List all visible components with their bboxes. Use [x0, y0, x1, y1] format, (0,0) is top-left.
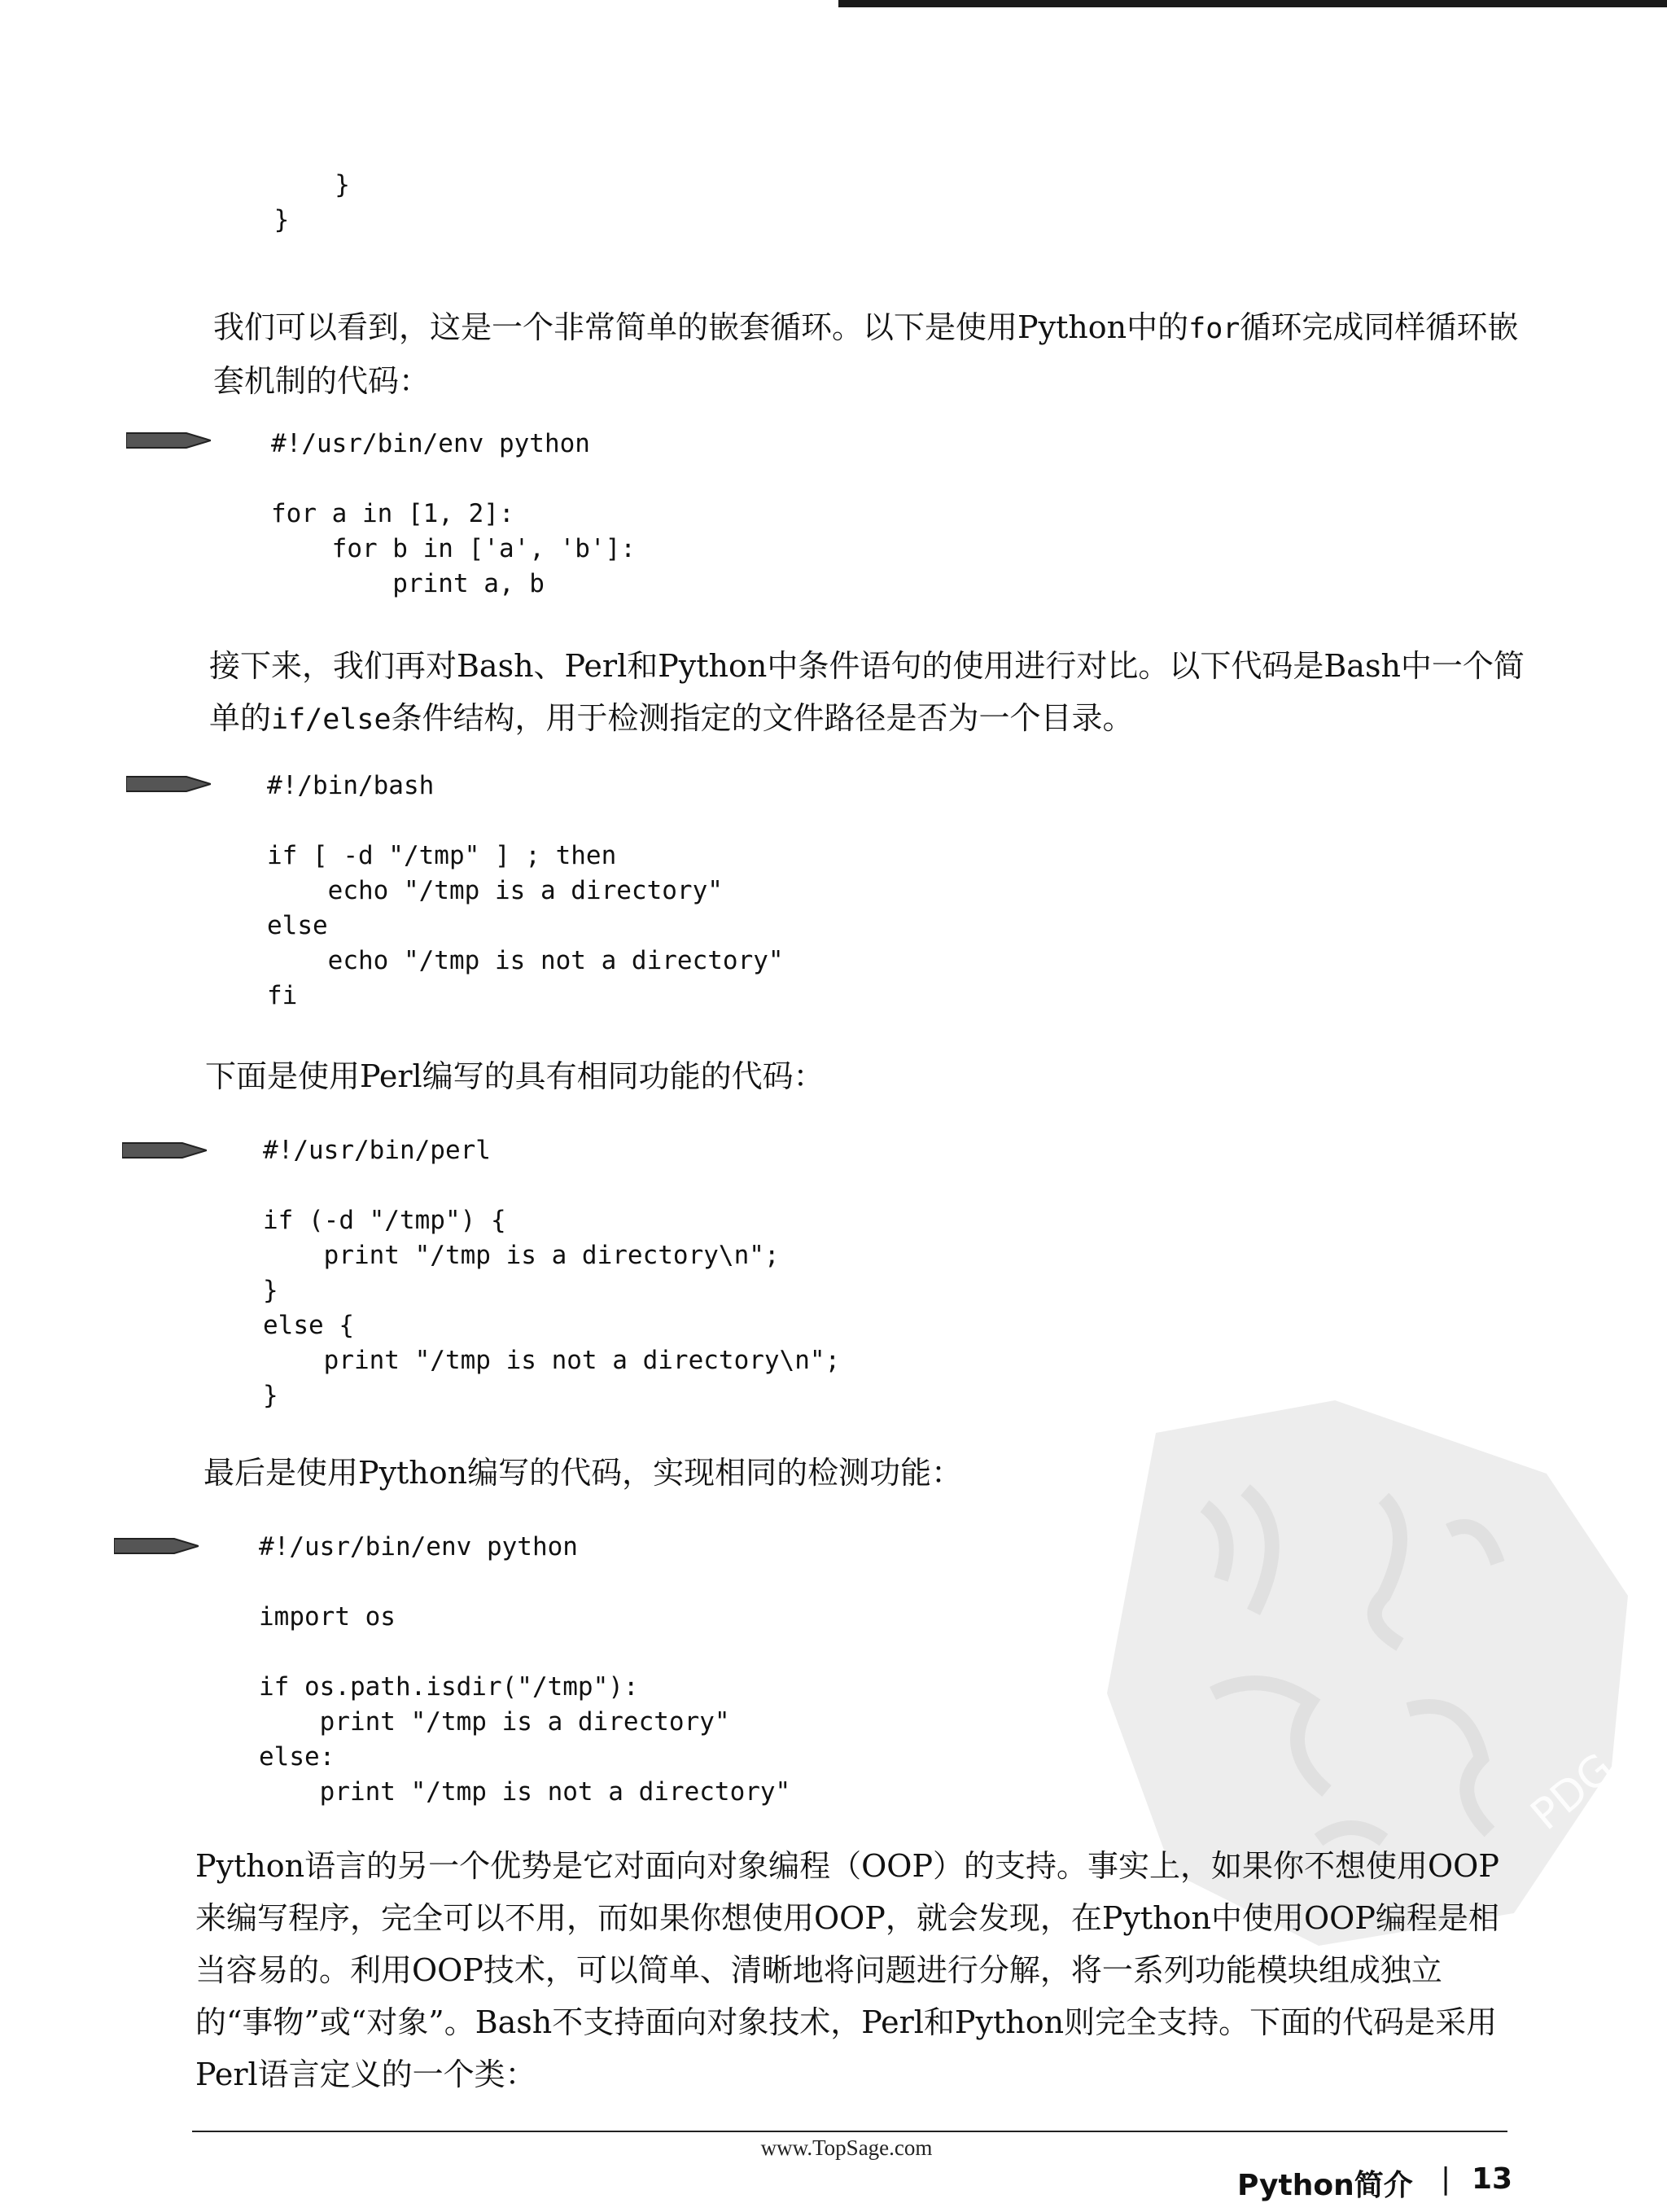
- footer-separator: |: [1441, 2162, 1451, 2196]
- paragraph-python-intro: 最后是使用Python编写的代码，实现相同的检测功能：: [203, 1455, 963, 1491]
- inline-code-for: for: [1188, 313, 1240, 345]
- paragraph-text: 循环完成同样循环嵌套机制的代码：: [213, 309, 1519, 399]
- running-title: Python简介: [1237, 2169, 1413, 2202]
- code-block-python-loop: #!/usr/bin/env python for a in [1, 2]: for b in ['a', 'b']: print a, b: [271, 429, 636, 598]
- paragraph-perl-intro: 下面是使用Perl编写的具有相同功能的代码：: [205, 1058, 825, 1094]
- top-rule: [838, 0, 1667, 7]
- code-block-python-isdir: #!/usr/bin/env python import os if os.path.isdir("/tmp"): print "/tmp is a directory" else: print "/tmp is not a directory": [259, 1532, 791, 1807]
- inline-code-if-else: if/else: [271, 703, 392, 736]
- code-block-perl: #!/usr/bin/perl if (-d "/tmp") { print "/tmp is a directory\n"; } else { print "/tmp is not a directory\n"; }: [263, 1136, 841, 1410]
- footer-url: www.TopSage.com: [760, 2135, 933, 2160]
- stamp-label: PDG: [1521, 1744, 1623, 1840]
- code-arrow-icon: [126, 430, 211, 451]
- code-arrow-icon: [122, 1140, 207, 1161]
- paragraph-nested-loop: [213, 301, 1532, 407]
- paragraph-text: 条件结构，用于检测指定的文件路径是否为一个目录。: [391, 700, 1134, 736]
- library-stamp-watermark: [1091, 1384, 1660, 1954]
- paragraph-conditional-intro: [209, 640, 1528, 746]
- code-block-closing-braces: } }: [273, 170, 350, 234]
- page-number: 13: [1472, 2162, 1513, 2196]
- footer-rule: [192, 2131, 1507, 2132]
- paragraph-text: 接下来，我们再对Bash、Perl和Python中条件语句的使用进行对比。以下代码是Bash中一个简单的: [209, 648, 1525, 736]
- code-block-bash: #!/bin/bash if [ -d "/tmp" ] ; then echo "/tmp is a directory" else echo "/tmp is not a directory" fi: [267, 771, 784, 1010]
- code-arrow-icon: [114, 1535, 199, 1557]
- code-arrow-icon: [126, 773, 211, 795]
- paragraph-oop: Python语言的另一个优势是它对面向对象编程（OOP）的支持。事实上，如果你不想使用OOP来编写程序，完全可以不用，而如果你想使用OOP，就会发现，在Python中使用OOP编程是相当容易的。利用OOP技术，可以简单、清晰地将问题进行分解，将一系列功能模块组成独立的“事物”或“对象”。Bash不支持面向对象技术，Perl和Python则完全支持。下面的代码是采用Perl语言定义的一个类：: [195, 1848, 1499, 2092]
- paragraph-text: 我们可以看到，这是一个非常简单的嵌套循环。以下是使用Python中的: [213, 309, 1189, 345]
